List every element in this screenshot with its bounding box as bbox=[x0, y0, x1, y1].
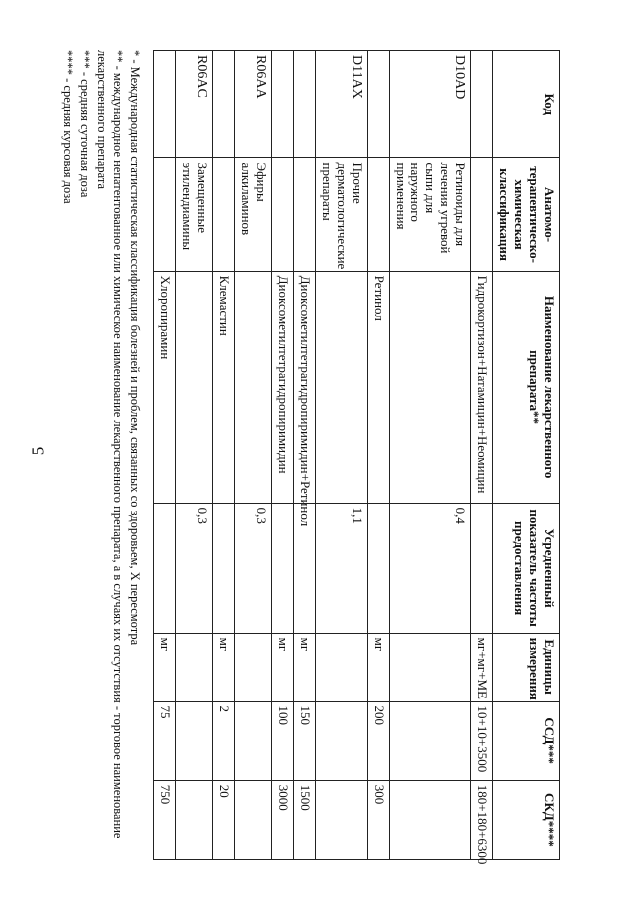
cell-code bbox=[471, 51, 493, 158]
table-row bbox=[272, 51, 294, 860]
cell-ssd: 200 bbox=[367, 701, 389, 780]
cell-ssd bbox=[235, 701, 272, 780]
cell-frequency bbox=[471, 503, 493, 633]
cell-units: мг bbox=[293, 633, 315, 701]
cell-code bbox=[367, 51, 389, 158]
rotated-page-content bbox=[60, 50, 560, 865]
cell-atc bbox=[154, 158, 176, 271]
table-row bbox=[176, 51, 213, 860]
cell-code bbox=[213, 51, 235, 158]
cell-ssd bbox=[176, 701, 213, 780]
cell-atc bbox=[367, 158, 389, 271]
cell-ssd bbox=[389, 701, 471, 780]
cell-drug bbox=[176, 271, 213, 503]
cell-units: мг bbox=[272, 633, 294, 701]
header-drug-name: Наименование лекарственного препарата** bbox=[493, 271, 560, 503]
cell-skd: 20 bbox=[213, 780, 235, 859]
cell-units bbox=[235, 633, 272, 701]
cell-units bbox=[389, 633, 471, 701]
header-skd: СКД**** bbox=[493, 780, 560, 859]
cell-frequency bbox=[367, 503, 389, 633]
cell-code: R06AC bbox=[176, 51, 213, 158]
cell-units bbox=[315, 633, 367, 701]
cell-units: мг bbox=[367, 633, 389, 701]
cell-frequency bbox=[213, 503, 235, 633]
cell-drug: Диоксометилтетрагидропиримидин bbox=[272, 271, 294, 503]
cell-drug: Клемастин bbox=[213, 271, 235, 503]
cell-atc bbox=[213, 158, 235, 271]
cell-atc bbox=[471, 158, 493, 271]
cell-ssd: 2 bbox=[213, 701, 235, 780]
table-row bbox=[154, 51, 176, 860]
cell-skd bbox=[235, 780, 272, 859]
cell-atc: Прочие дерматологические препараты bbox=[315, 158, 367, 271]
cell-skd: 3000 bbox=[272, 780, 294, 859]
footnote-ssd: *** - средняя суточная доза bbox=[77, 50, 92, 198]
cell-code: D10AD bbox=[389, 51, 471, 158]
cell-drug: Ретинол bbox=[367, 271, 389, 503]
cell-skd: 180+180+6300 bbox=[471, 780, 493, 859]
cell-frequency: 1,1 bbox=[315, 503, 367, 633]
cell-units: мг bbox=[154, 633, 176, 701]
cell-frequency bbox=[272, 503, 294, 633]
cell-drug bbox=[235, 271, 272, 503]
cell-skd bbox=[389, 780, 471, 859]
table-header-row bbox=[493, 51, 560, 860]
cell-atc bbox=[272, 158, 294, 271]
cell-drug bbox=[389, 271, 471, 503]
table-row bbox=[367, 51, 389, 860]
cell-ssd: 100 bbox=[272, 701, 294, 780]
cell-atc: Эфиры алкиламинов bbox=[235, 158, 272, 271]
cell-units bbox=[176, 633, 213, 701]
cell-code bbox=[272, 51, 294, 158]
cell-atc: Ретиноиды для лечения угревой сыпи для наружного применения bbox=[389, 158, 471, 271]
cell-drug: Диоксометилтетрагидропиримидин+Ретинол bbox=[293, 271, 315, 503]
cell-skd bbox=[315, 780, 367, 859]
cell-skd: 300 bbox=[367, 780, 389, 859]
table-row bbox=[315, 51, 367, 860]
header-frequency: Усредненный показатель частоты предоставления bbox=[493, 503, 560, 633]
cell-code bbox=[154, 51, 176, 158]
drug-table bbox=[153, 50, 560, 865]
cell-frequency: 0,4 bbox=[389, 503, 471, 633]
header-atc: Анатомо-терапевтическо-химическая классификация bbox=[493, 158, 560, 271]
cell-units: мг bbox=[213, 633, 235, 701]
cell-frequency: 0,3 bbox=[176, 503, 213, 633]
cell-drug: Хлоропирамин bbox=[154, 271, 176, 503]
cell-frequency: 0,3 bbox=[235, 503, 272, 633]
cell-ssd bbox=[315, 701, 367, 780]
cell-code bbox=[293, 51, 315, 158]
cell-ssd: 10+10+3500 bbox=[471, 701, 493, 780]
header-code: Код bbox=[493, 51, 560, 158]
header-ssd: ССД*** bbox=[493, 701, 560, 780]
footnote-inn: ** - международное непатентованное или химическое наименование лекарственного препарата, а в случаях их отсутствия - торговое наименование лекарственного препарата bbox=[94, 50, 126, 839]
header-units: Единицы измерения bbox=[493, 633, 560, 701]
cell-frequency bbox=[154, 503, 176, 633]
footnotes bbox=[59, 50, 143, 850]
table-row bbox=[471, 51, 493, 860]
cell-atc: Замещенные этилендиамины bbox=[176, 158, 213, 271]
cell-skd: 750 bbox=[154, 780, 176, 859]
table-row bbox=[293, 51, 315, 860]
page-number: 5 bbox=[28, 446, 48, 456]
cell-drug bbox=[315, 271, 367, 503]
cell-skd bbox=[176, 780, 213, 859]
cell-drug: Гидрокортизон+Натамицин+Неомицин bbox=[471, 271, 493, 503]
cell-atc bbox=[293, 158, 315, 271]
cell-ssd: 75 bbox=[154, 701, 176, 780]
cell-ssd: 150 bbox=[293, 701, 315, 780]
cell-code: R06AA bbox=[235, 51, 272, 158]
table-row bbox=[235, 51, 272, 860]
table-row bbox=[213, 51, 235, 860]
footnote-skd: **** - средняя курсовая доза bbox=[60, 50, 75, 204]
cell-units: мг+мг+МЕ bbox=[471, 633, 493, 701]
cell-code: D11AX bbox=[315, 51, 367, 158]
footnote-mkb: * - Международная статистическая классификация болезней и проблем, связанных со здоровьем, X пересмотра bbox=[128, 50, 143, 646]
table-row bbox=[389, 51, 471, 860]
cell-skd: 1500 bbox=[293, 780, 315, 859]
